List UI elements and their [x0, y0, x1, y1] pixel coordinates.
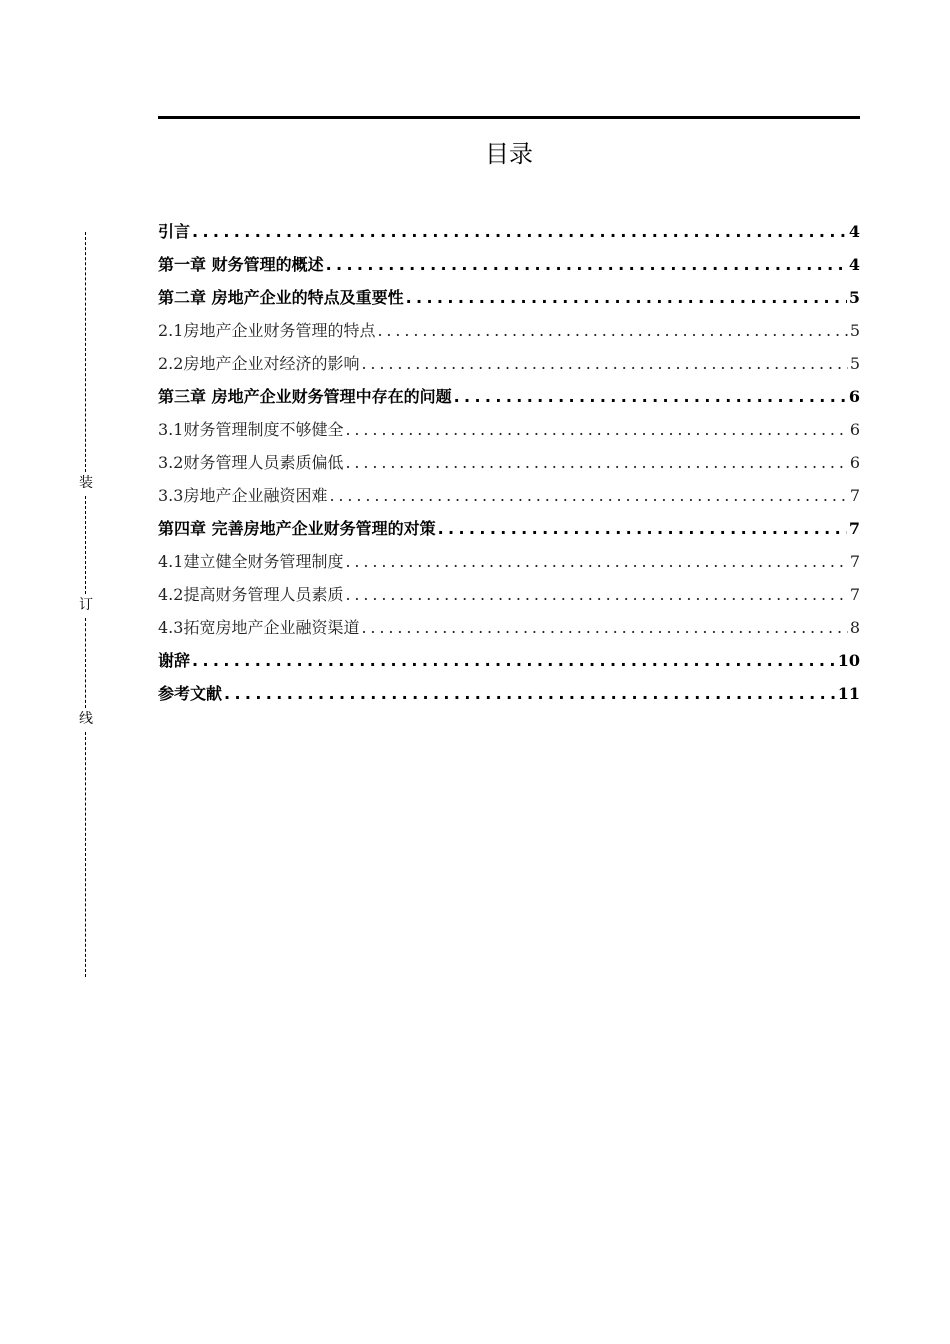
toc-page-number: 8: [849, 618, 860, 637]
toc-dot-leader: [326, 248, 847, 281]
toc-page-number: 7: [849, 486, 860, 505]
toc-entry-title: 3.2财务管理人员素质偏低: [158, 453, 344, 472]
page-title: 目录: [485, 140, 533, 168]
toc-entry-title: 第一章 财务管理的概述: [158, 255, 324, 274]
toc-dot-leader: [406, 281, 847, 314]
toc-dot-leader: [345, 545, 847, 578]
binding-mark: 线: [76, 708, 96, 728]
toc-entry-title: 谢辞: [158, 651, 191, 670]
toc-dot-leader: [345, 413, 847, 446]
toc-entry[interactable]: [158, 545, 860, 578]
binding-dash: [85, 732, 86, 977]
toc-page-number: 10: [837, 651, 860, 670]
header-rule: [158, 116, 860, 119]
toc-entry-title: 4.3拓宽房地产企业融资渠道: [158, 618, 360, 637]
toc-entry[interactable]: [158, 248, 860, 281]
toc-dot-leader: [345, 446, 847, 479]
toc-page-number: 6: [848, 387, 860, 406]
toc-page-number: 11: [837, 684, 860, 703]
toc-page-number: 6: [849, 453, 860, 472]
binding-dash: [85, 232, 86, 472]
binding-dash: [85, 618, 86, 708]
binding-mark: 装: [76, 472, 96, 492]
binding-mark: 订: [76, 594, 96, 614]
toc-entry[interactable]: [158, 512, 860, 545]
toc-entry-title: 4.2提高财务管理人员素质: [158, 585, 344, 604]
toc-dot-leader: [192, 644, 836, 677]
toc-page-number: 7: [848, 519, 860, 538]
toc-entry[interactable]: [158, 677, 860, 710]
toc-entry[interactable]: [158, 578, 860, 611]
toc-entry-title: 3.1财务管理制度不够健全: [158, 420, 344, 439]
toc-page-number: 4: [848, 255, 860, 274]
toc-entry[interactable]: [158, 644, 860, 677]
toc-entry[interactable]: [158, 479, 860, 512]
toc-page-number: 4: [848, 222, 860, 241]
toc-page-number: 7: [849, 552, 860, 571]
toc-entry-title: 2.1房地产企业财务管理的特点: [158, 321, 376, 340]
toc-entry-title: 参考文献: [158, 684, 223, 703]
toc-dot-leader: [361, 611, 847, 644]
toc-entry-title: 2.2房地产企业对经济的影响: [158, 354, 360, 373]
toc-entry-title: 第三章 房地产企业财务管理中存在的问题: [158, 387, 452, 406]
toc-entry[interactable]: [158, 281, 860, 314]
toc-page-number: 5: [848, 288, 860, 307]
toc-dot-leader: [329, 479, 847, 512]
binding-line: [79, 232, 93, 977]
toc-entry-title: 第二章 房地产企业的特点及重要性: [158, 288, 404, 307]
toc-dot-leader: [438, 512, 847, 545]
toc-entry-title: 第四章 完善房地产企业财务管理的对策: [158, 519, 436, 538]
table-of-contents: [158, 215, 860, 710]
toc-entry-title: 引言: [158, 222, 191, 241]
toc-entry[interactable]: [158, 611, 860, 644]
toc-page-number: 6: [849, 420, 860, 439]
toc-entry[interactable]: [158, 413, 860, 446]
toc-entry[interactable]: [158, 380, 860, 413]
toc-dot-leader: [224, 677, 836, 710]
toc-page-number: 5: [849, 321, 860, 340]
toc-dot-leader: [192, 215, 847, 248]
toc-entry-title: 3.3房地产企业融资困难: [158, 486, 328, 505]
toc-page-number: 5: [849, 354, 860, 373]
toc-entry[interactable]: [158, 314, 860, 347]
toc-dot-leader: [361, 347, 847, 380]
toc-entry-title: 4.1建立健全财务管理制度: [158, 552, 344, 571]
toc-dot-leader: [377, 314, 847, 347]
toc-page-number: 7: [849, 585, 860, 604]
toc-entry[interactable]: [158, 446, 860, 479]
toc-dot-leader: [345, 578, 847, 611]
toc-dot-leader: [454, 380, 847, 413]
toc-entry[interactable]: [158, 347, 860, 380]
toc-entry[interactable]: [158, 215, 860, 248]
binding-dash: [85, 496, 86, 594]
